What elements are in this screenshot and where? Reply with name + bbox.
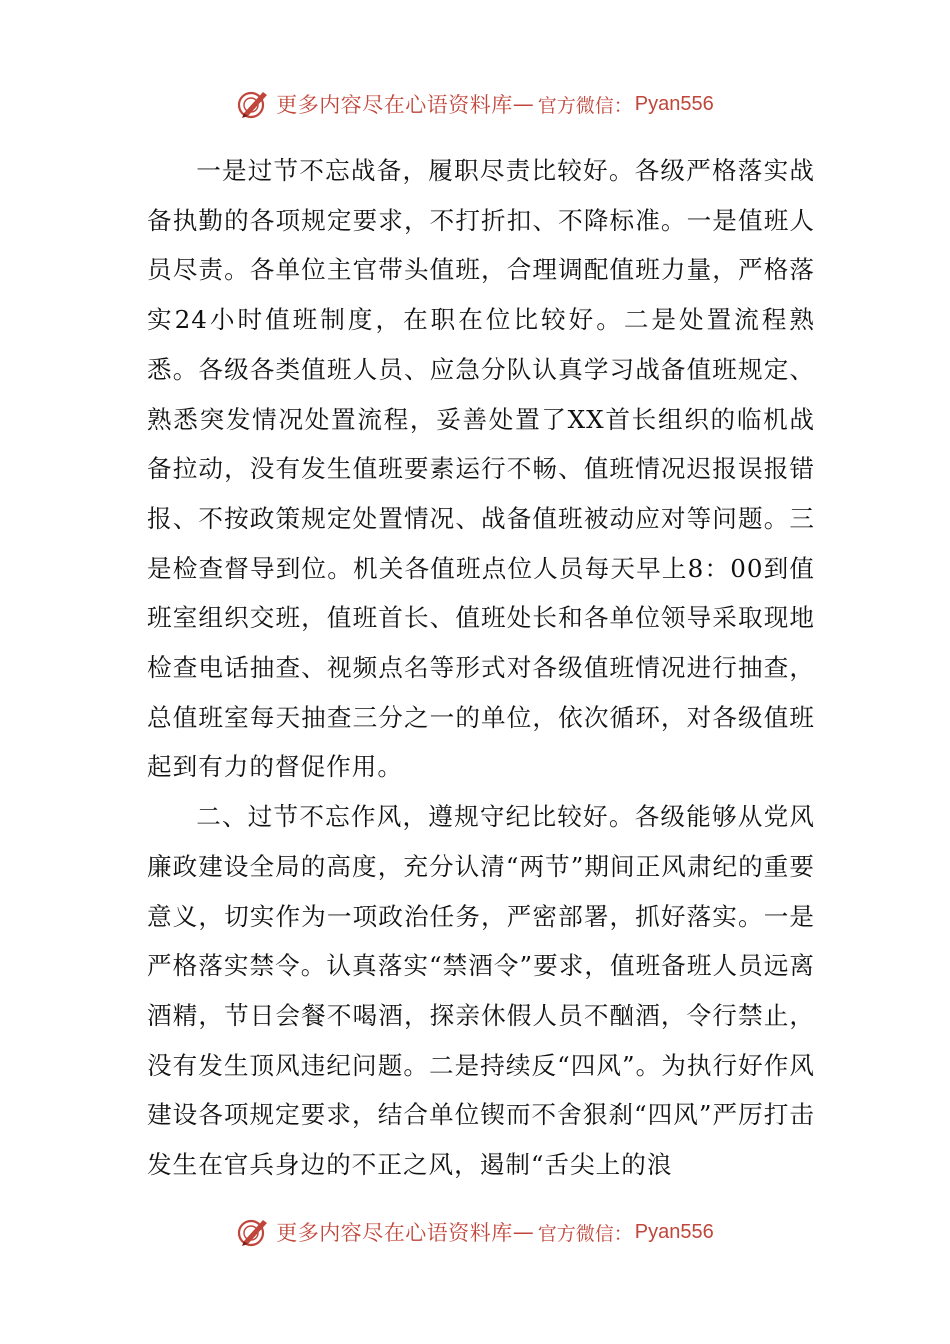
header-wechat-label: 官方微信：	[537, 94, 633, 117]
header-banner-text: 更多内容尽在心语资料库	[276, 93, 513, 117]
footer-wechat-id: Pyan556	[634, 1220, 714, 1243]
header-wechat-id: Pyan556	[634, 92, 714, 115]
paragraph-2: 二、过节不忘作风，遵规守纪比较好。各级能够从党风廉政建设全局的高度，充分认清“两节”期间正风肃纪的重要意义，切实作为一项政治任务，严密部署，抓好落实。一是严格落实禁令。认真落实“禁酒令”要求，值班备班人员远离酒精，节日会餐不喝酒，探亲休假人员不酗酒，令行禁止，没有发生顶风违纪问题。二是持续反“四风”。为执行好作风建设各项规定要求，结合单位锲而不舍狠刹“四风”严厉打击发生在官兵身边的不正之风，遏制“舌尖上的浪	[147, 802, 815, 1180]
footer-wechat-label: 官方微信：	[537, 1222, 633, 1245]
header-banner	[0, 84, 950, 124]
document-body	[147, 146, 815, 1190]
paragraph-1: 一是过节不忘战备，履职尽责比较好。各级严格落实战备执勤的各项规定要求，不打折扣、不降标准。一是值班人员尽责。各单位主官带头值班，合理调配值班力量，严格落实24小时值班制度，在职在位比较好。二是处置流程熟悉。各级各类值班人员、应急分队认真学习战备值班规定、熟悉突发情况处置流程，妥善处置了XX首长组织的临机战备拉动，没有发生值班要素运行不畅、值班情况迟报误报错报、不按政策规定处置情况、战备值班被动应对等问题。三是检查督导到位。机关各值班点位人员每天早上8：00到值班室组织交班，值班首长、值班处长和各单位领导采取现地检查电话抽查、视频点名等形式对各级值班情况进行抽查，总值班室每天抽查三分之一的单位，依次循环，对各级值班起到有力的督促作用。	[147, 156, 815, 782]
pen-circle-logo-icon	[236, 87, 270, 121]
footer-banner-text: 更多内容尽在心语资料库	[276, 1221, 513, 1245]
header-separator: —	[512, 92, 534, 116]
pen-circle-logo-icon	[236, 1215, 270, 1249]
footer-separator: —	[512, 1220, 534, 1244]
footer-banner	[0, 1212, 950, 1252]
